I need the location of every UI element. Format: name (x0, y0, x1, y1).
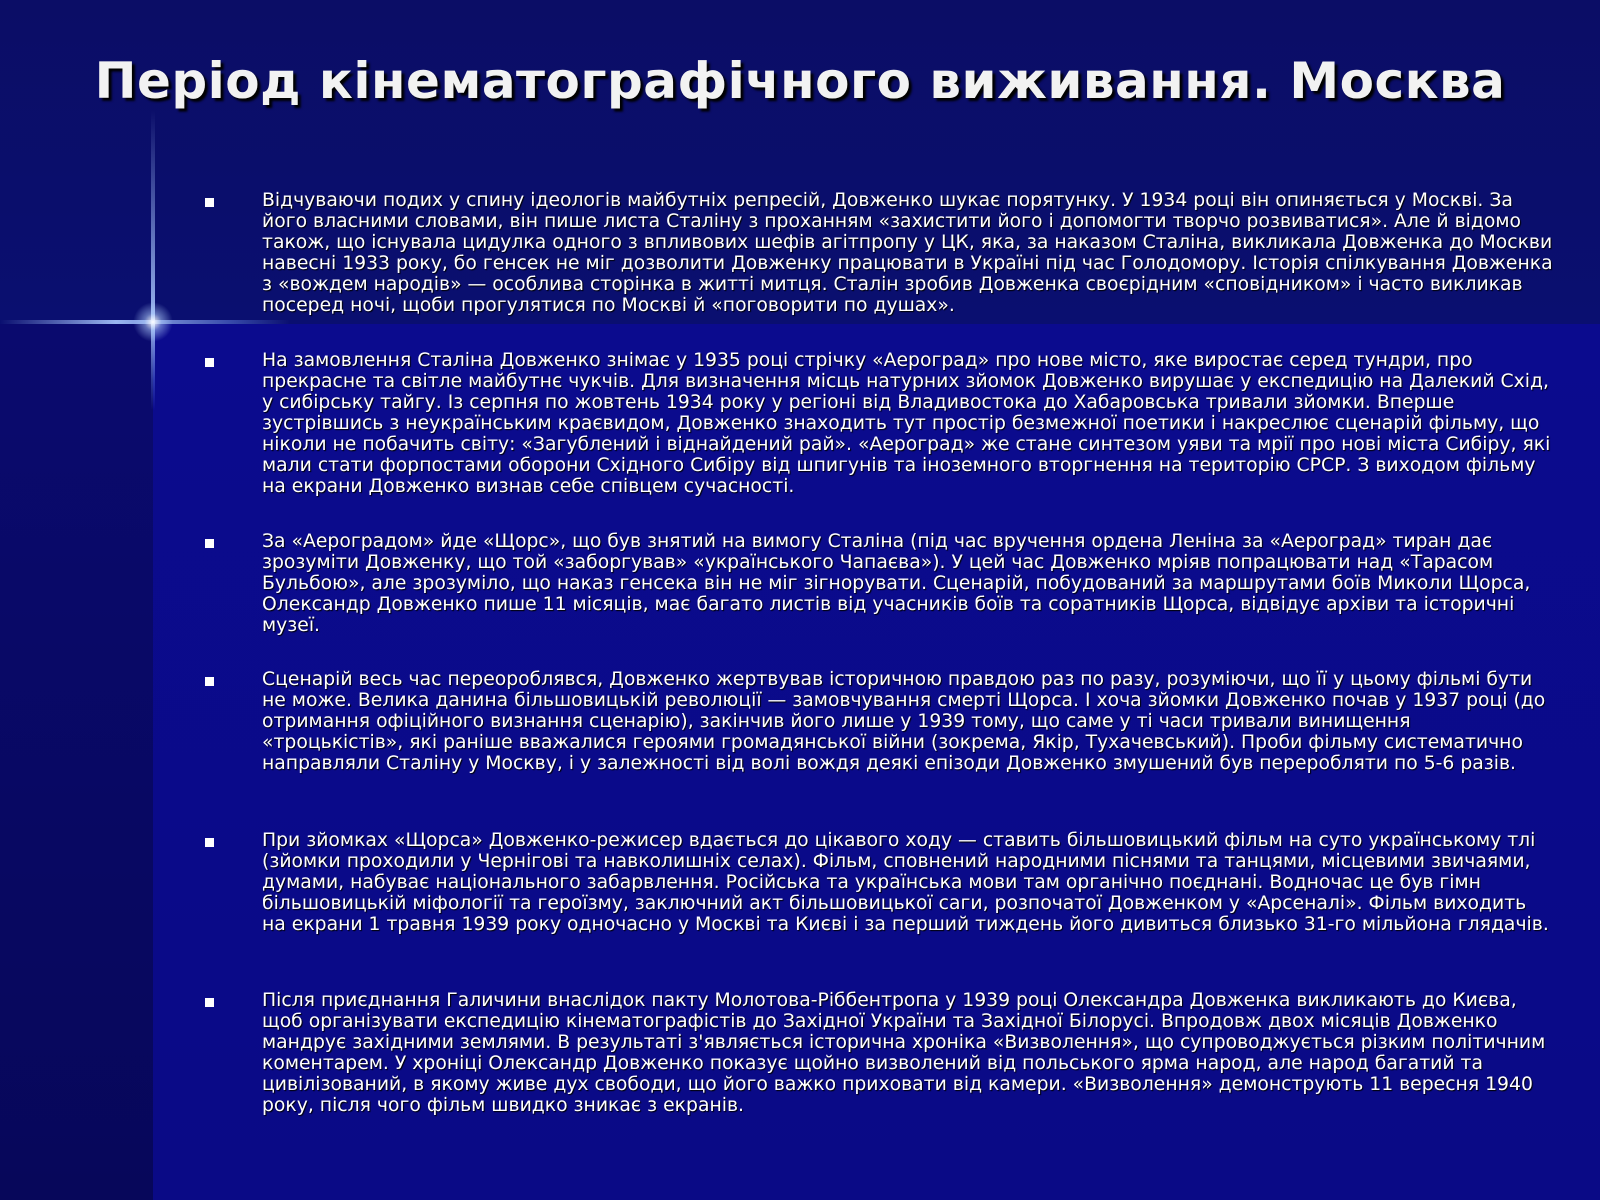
paragraph-1: Відчуваючи подих у спину ідеологів майбутніх репресій, Довженко шукає порятунку. У 1934 році він опиняється у Москві. За його власними словами, він пише листа Сталіну з проханням «захистити його і допомогти творчо розвиватися». Але й відомо також, що існувала цидулка одного з впливових шефів агітпропу у ЦК, яка, за наказом Сталіна, викликала Довженка до Москви навесні 1933 року, бо генсек не міг дозволити Довженку працювати в Україні під час Голодомору. Історія спілкування Довженка з «вождем народів» — особлива сторінка в житті митця. Сталін зробив Довженка своєрідним «сповідником» і часто викликав посеред ночі, щоби прогулятися по Москві й «поговорити по душах». (262, 190, 1553, 316)
slide-title: Період кінематографічного виживання. Москва (94, 52, 1506, 110)
square-bullet-icon (205, 838, 214, 847)
square-bullet-icon (205, 677, 214, 686)
square-bullet-icon (205, 198, 214, 207)
slide-background-left-band (0, 324, 153, 1200)
light-flare-icon (133, 302, 173, 342)
paragraph-4: Сценарій весь час переороблявся, Довженко жертвував історичною правдою раз по разу, розуміючи, що її у цьому фільмі бути не може. Велика данина більшовицькій революції — замовчування смерті Щорса. І хоча зйомки Довженко почав у 1937 році (до отримання офіційного визнання сценарію), закінчив його лише у 1939 тому, що саме у ті часи тривали винищення «троцькістів», які раніше вважалися героями громадянської війни (зокрема, Якір, Тухачевський). Проби фільму систематично направляли Сталіну у Москву, і у залежності від волі вождя деякі епізоди Довженко змушений був переробляти по 5-6 разів. (262, 669, 1546, 774)
light-flare-vertical (151, 110, 155, 410)
paragraph-2: На замовлення Сталіна Довженко знімає у 1935 році стрічку «Аероград» про нове місто, яке виростає серед тундри, про прекрасне та світле майбутнє чукчів. Для визначення місць натурних зйомок Довженко вирушає у експедицію на Далекий Схід, у сибірську тайгу. Із серпня по жовтень 1934 року у регіоні від Владивостока до Хабаровська тривали зйомки. Вперше зустрівшись з неукраїнським краєвидом, Довженко знаходить тут простір безмежної поетики і накреслює сценарій фільму, що ніколи не побачить світу: «Загублений і віднайдений рай». «Аероград» же стане синтезом уяви та мрії про нові міста Сибіру, які мали стати форпостами оборони Східного Сибіру від шпигунів та іноземного вторгнення на територію СРСР. З виходом фільму на екрани Довженко визнав себе співцем сучасності. (262, 350, 1551, 497)
square-bullet-icon (205, 539, 214, 548)
square-bullet-icon (205, 998, 214, 1007)
paragraph-6: Після приєднання Галичини внаслідок пакту Молотова-Ріббентропа у 1939 році Олександра Довженка викликають до Києва, щоб організувати експедицію кінематографістів до Західної України та Західної Білорусі. Впродовж двох місяців Довженко мандрує західними землями. В результаті з'являється історична хроніка «Визволення», що супроводжується різким політичним коментарем. У хроніці Олександр Довженко показує щойно визволений від польського ярма народ, але народ багатий та цивілізований, в якому живе дух свободи, що його важко приховати від камери. «Визволення» демонструють 11 вересня 1940 року, після чого фільм швидко зникає з екранів. (262, 990, 1546, 1116)
paragraph-5: При зйомках «Щорса» Довженко-режисер вдається до цікавого ходу — ставить більшовицький фільм на суто українському тлі (зйомки проходили у Чернігові та навколишніх селах). Фільм, сповнений народними піснями та танцями, місцевими звичаями, думами, набуває національного забарвлення. Російська та українська мови там органічно поєднані. Водночас це був гімн більшовицькій міфології та героїзму, заключний акт більшовицької саги, розпочатої Довженком у «Арсеналі». Фільм виходить на екрани 1 травня 1939 року одночасно у Москві та Києві і за перший тиждень його дивиться близько 31-го мільйона глядачів. (262, 830, 1549, 935)
paragraph-3: За «Аероградом» йде «Щорс», що був знятий на вимогу Сталіна (під час вручення ордена Леніна за «Аероград» тиран дає зрозуміти Довженку, що той «заборгував» «українського Чапаєва»). У цей час Довженко мріяв попрацювати над «Тарасом Бульбою», але зрозуміло, що наказ генсека він не міг зігнорувати. Сценарій, побудований за маршрутами боїв Миколи Щорса, Олександр Довженко пише 11 місяців, має багато листів від учасників боїв та соратників Щорса, відвідує архіви та історичні музеї. (262, 531, 1531, 636)
square-bullet-icon (205, 358, 214, 367)
